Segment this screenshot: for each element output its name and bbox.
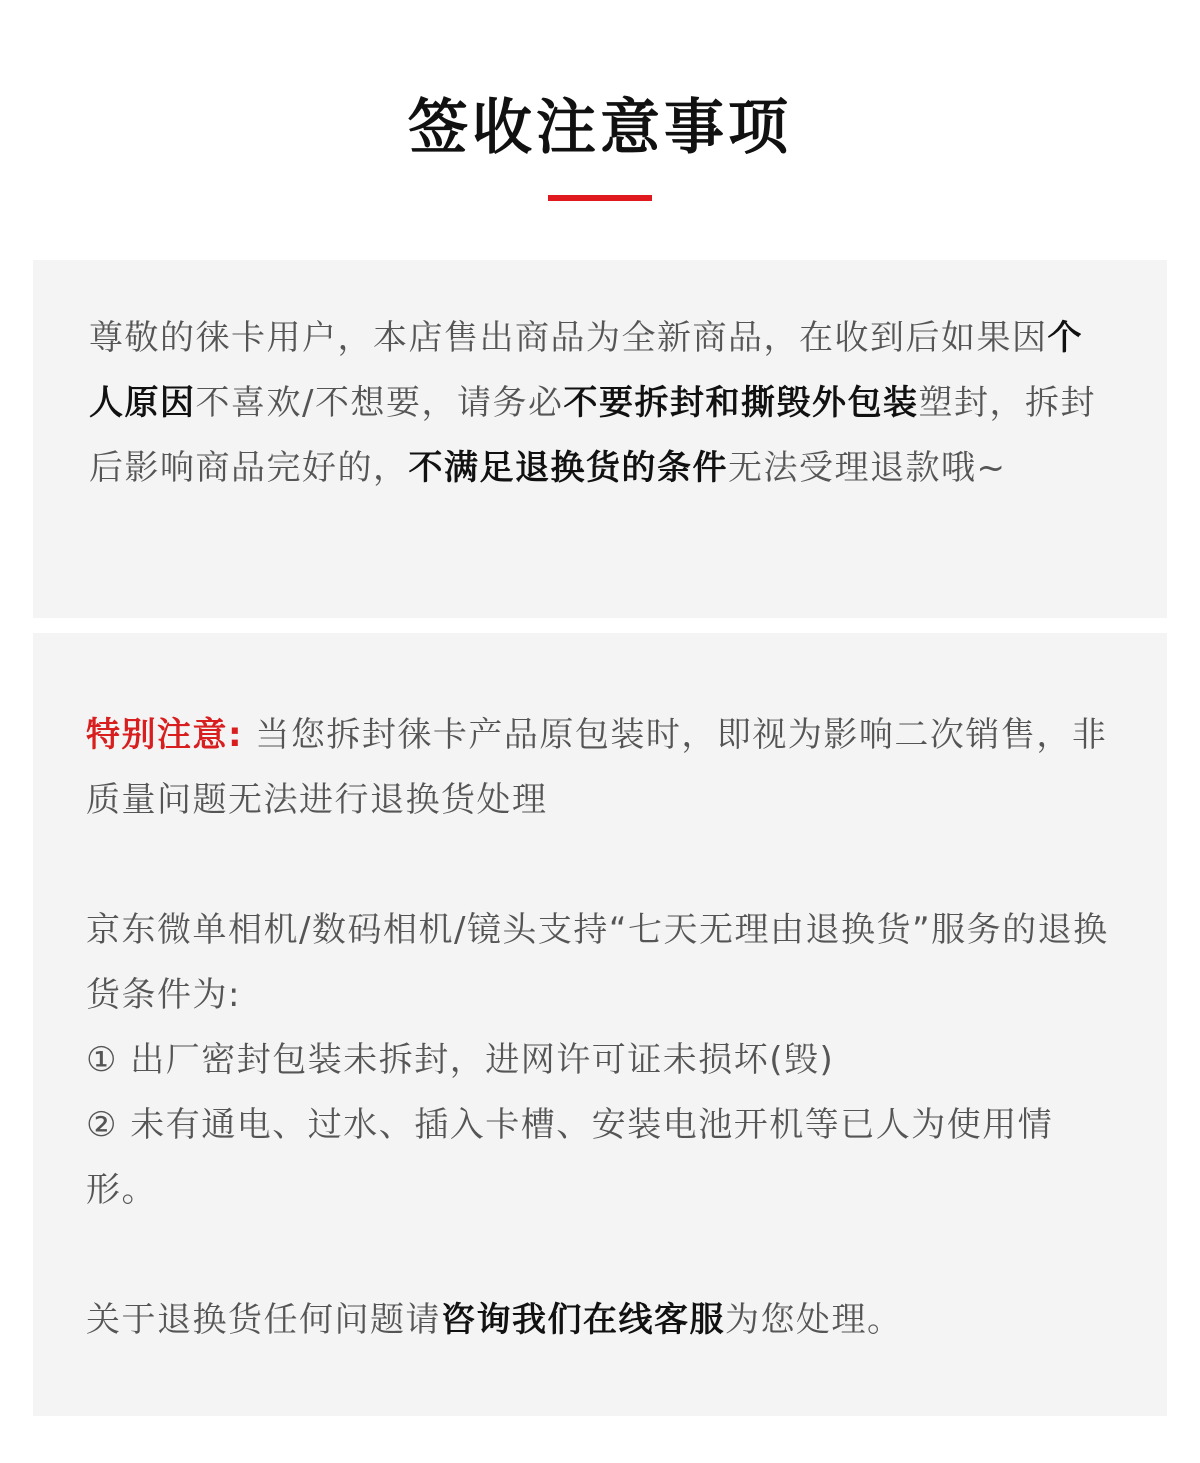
special-notice — [86, 703, 1114, 833]
conditions-intro: 京东微单相机/数码相机/镜头支持“七天无理由退换货”服务的退换货条件为: — [86, 910, 1109, 1015]
notice-text-4: 无法受理退款哦~ — [728, 448, 1007, 488]
contact-customer-service: 咨询我们在线客服 — [441, 1300, 725, 1340]
condition-item-1: ① 出厂密封包装未拆封，进网许可证未损坏(毁) — [86, 1040, 835, 1080]
condition-item-2: ② 未有通电、过水、插入卡槽、安装电池开机等已人为使用情形。 — [86, 1105, 1054, 1210]
notice-paragraph — [89, 306, 1111, 501]
page-title: 签收注意事项 — [408, 93, 792, 163]
emphasis-not-eligible: 不满足退换货的条件 — [408, 448, 728, 488]
notice-panel — [33, 260, 1167, 618]
emphasis-personal-reason: 个人原因 — [89, 318, 1083, 423]
special-notice-label: 特别注意: — [86, 715, 244, 755]
special-notice-text: 当您拆封徕卡产品原包装时，即视为影响二次销售，非质量问题无法进行退换货处理 — [86, 715, 1108, 820]
contact-note — [86, 1288, 1114, 1353]
contact-text-2: 为您处理。 — [725, 1300, 903, 1340]
notice-text-2: 不喜欢/不想要，请务必 — [195, 383, 564, 423]
notice-text-3: 塑封，拆封后影响商品完好的， — [89, 383, 1096, 488]
contact-text-1: 关于退换货任何问题请 — [86, 1300, 441, 1340]
emphasis-do-not-unseal: 不要拆封和撕毁外包装 — [563, 383, 919, 423]
details-panel — [33, 633, 1167, 1416]
notice-text-1: 尊敬的徕卡用户，本店售出商品为全新商品，在收到后如果因 — [89, 318, 1048, 358]
title-underline — [548, 195, 652, 201]
